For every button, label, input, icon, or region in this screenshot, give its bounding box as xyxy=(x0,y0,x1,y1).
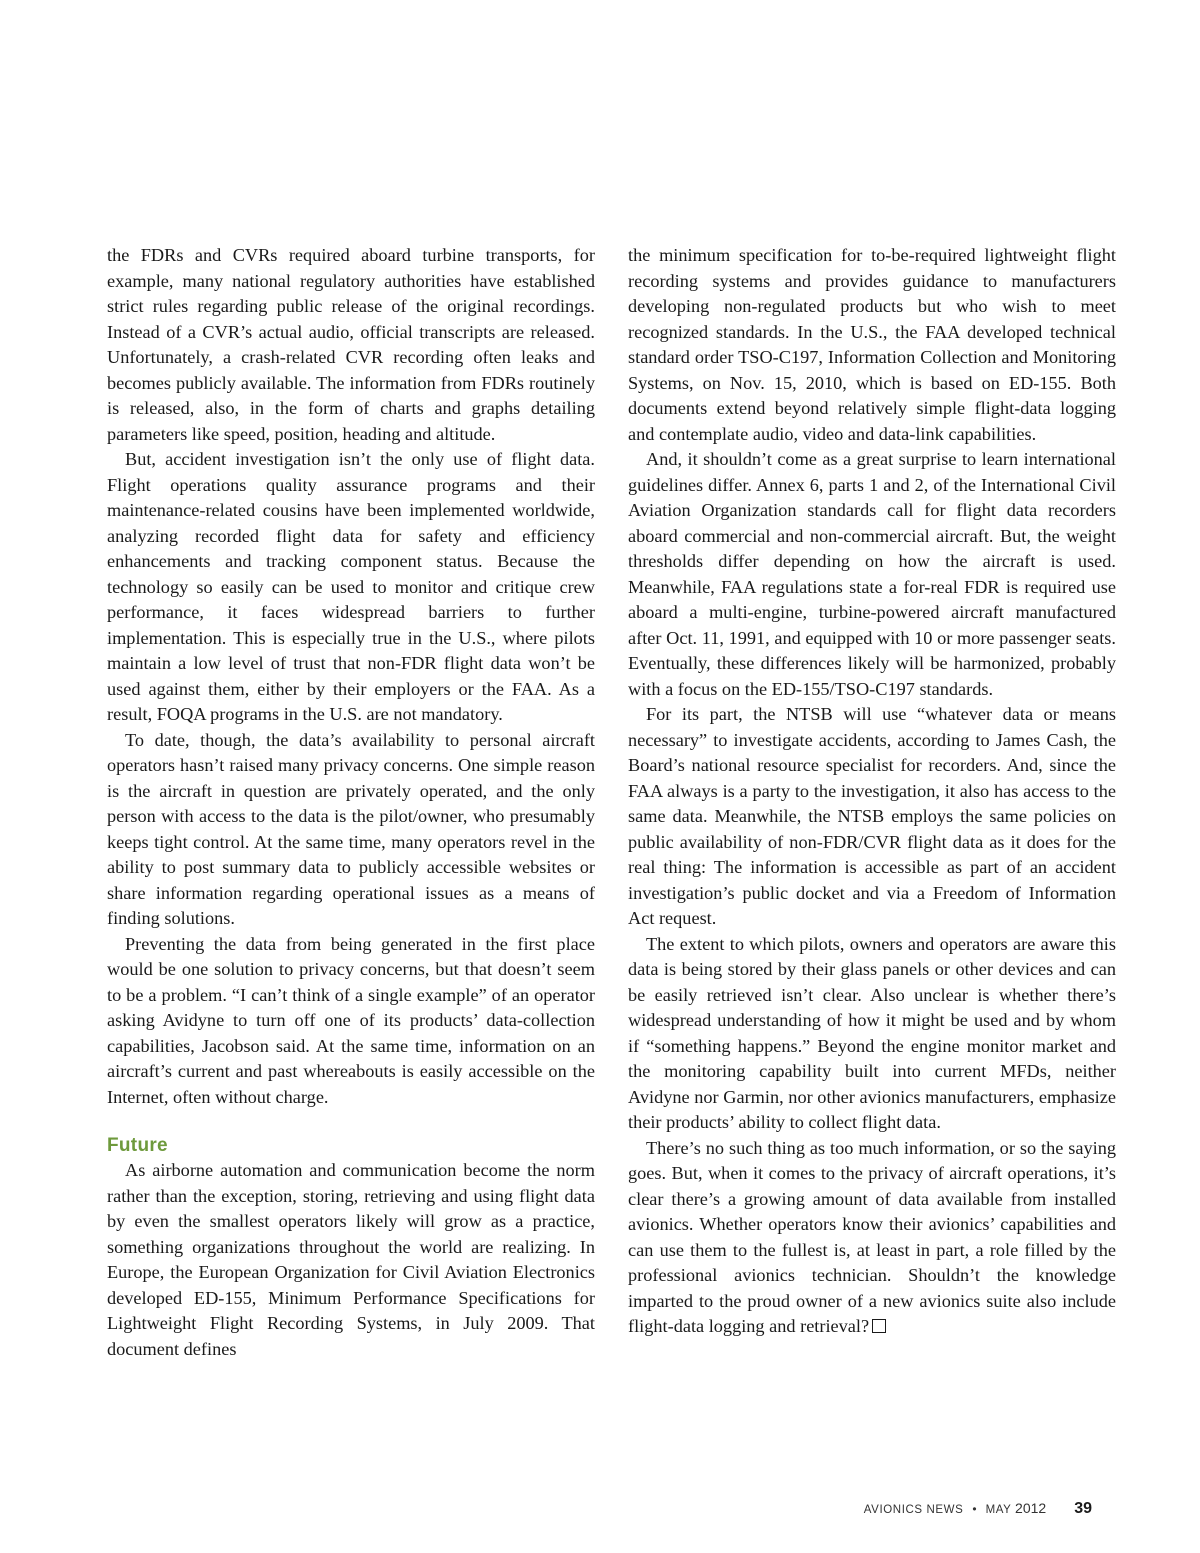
right-column xyxy=(628,243,1116,1340)
left-column xyxy=(107,243,595,1362)
paragraph xyxy=(628,1136,1116,1340)
paragraph: And, it shouldn’t come as a great surprise to learn international guidelines differ. Annex 6, parts 1 and 2, of the International Civil Aviation Organization standards call for flight data recorders aboard commercial and non-commercial aircraft. But, the weight thresholds differ depending on how the aircraft is used. Meanwhile, FAA regulations state a for-real FDR is required use aboard a multi-engine, turbine-powered aircraft manufactured after Oct. 11, 1991, and equipped with 10 or more passenger seats. Eventually, these differences likely will be harmonized, probably with a focus on the ED-155/TSO-C197 standards. xyxy=(628,449,1116,699)
issue-month: MAY xyxy=(985,1504,1012,1516)
page-footer xyxy=(864,1500,1092,1518)
paragraph: To date, though, the data’s availability to personal aircraft operators hasn’t raised many privacy concerns. One simple reason is the aircraft in question are privately operated, and the only person with access to the data is the pilot/​owner, who presumably keeps tight control. At the same time, many operators revel in the ability to post summary data to publicly accessible websites or share information regarding operational issues as a means of finding solutions. xyxy=(107,729,595,928)
publication-name: AVIONICS NEWS xyxy=(863,1504,964,1516)
issue-year: 2012 xyxy=(1015,1500,1047,1516)
paragraph: As airborne automation and communication become the norm rather than the exception, storing, retrieving and using flight data by even the smallest operators likely will grow as a practice, something organizations throughout the world are realizing. In Europe, the European Organization for Civil Aviation Electronics developed ED-155, Minimum Performance Specifications for Lightweight Flight Recording Systems, in July 2009. That document defines xyxy=(107,1160,595,1359)
end-of-article-icon xyxy=(872,1319,886,1333)
paragraph: the FDRs and CVRs required aboard turbine transports, for example, many national regulatory authorities have established strict rules regarding public release of the original recordings. Instead of a CVR’s actual audio, official transcripts are released. Unfortunately, a crash-related CVR recording often leaks and becomes publicly available. The information from FDRs routinely is released, also, in the form of charts and graphs detailing parameters like speed, position, heading and altitude. xyxy=(107,245,595,444)
issue-date xyxy=(986,1500,1047,1516)
paragraph: The extent to which pilots, owners and operators are aware this data is being stored by their glass panels or other devices and can be easily retrieved isn’t clear. Also unclear is whether there’s widespread understanding of how it might be used and by whom if “something happens.” Beyond the engine monitor market and the monitoring capability built into current MFDs, neither Avidyne nor Garmin, nor other avionics manufacturers, emphasize their products’ ability to collect flight data. xyxy=(628,933,1116,1132)
paragraph: Preventing the data from being generated in the first place would be one solution to privacy concerns, but that doesn’t seem to be a problem. “I can’t think of a single example” of an operator asking Avidyne to turn off one of its products’ data-collection capabilities, Jacobson said. At the same time, information on an aircraft’s current and past whereabouts is easily accessible on the Internet, often without charge. xyxy=(107,933,595,1107)
paragraph: For its part, the NTSB will use “whatever data or means necessary” to investigate accidents, according to James Cash, the Board’s national resource specialist for recorders. And, since the FAA always is a party to the investigation, it also has access to the same data. Meanwhile, the NTSB employs the same policies on public availability of non-FDR/CVR flight data as it does for the real thing: The information is accessible as part of an accident investigation’s public docket and via a Freedom of Information Act request. xyxy=(628,704,1116,928)
paragraph: But, accident investigation isn’t the only use of flight data. Flight operations quality assurance programs and their maintenance-related cousins have been implemented worldwide, analyzing recorded flight data for safety and efficiency enhancements and tracking component status. Because the technology so easily can be used to monitor and critique crew performance, it faces widespread barriers to further implementation. This is especially true in the U.S., where pilots maintain a low level of trust that non-FDR flight data won’t be used against them, either by their employers or the FAA. As a result, FOQA programs in the U.S. are not mandatory. xyxy=(107,449,595,724)
paragraph: the minimum specification for to-be-required lightweight flight recording systems and provides guidance to manufacturers developing non-regulated products but who wish to meet recognized standards. In the U.S., the FAA developed technical standard order TSO-C197, Information Collection and Monitoring Systems, on Nov. 15, 2010, which is based on ED-155. Both documents extend beyond relatively simple flight-data logging and contemplate audio, video and data-link capabilities. xyxy=(628,245,1116,444)
paragraph-text: There’s no such thing as too much information, or so the saying goes. But, when it comes to the privacy of aircraft operations, it’s clear there’s a growing amount of data available from installed avionics. Whether operators know their avionics’ capabilities and can use them to the fullest is, at least in part, a role filled by the professional avionics technician. Shouldn’t the knowledge imparted to the proud owner of a new avionics suite also include flight-data logging and retrieval? xyxy=(628,1137,1116,1336)
separator: • xyxy=(972,1502,977,1516)
section-heading: Future xyxy=(107,1135,168,1156)
page-number: 39 xyxy=(1074,1500,1092,1517)
